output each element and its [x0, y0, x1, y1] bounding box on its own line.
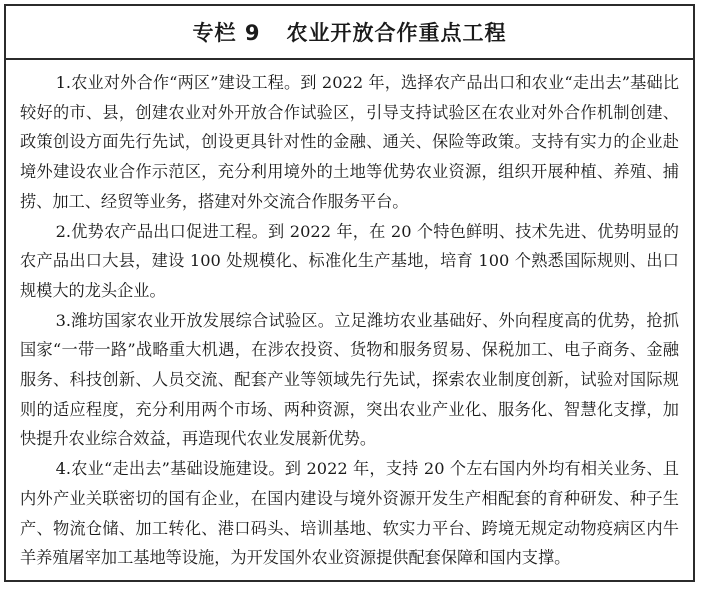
column-body [6, 60, 693, 573]
paragraph-3: 3.潍坊国家农业开放发展综合试验区。立足潍坊农业基础好、外向程度高的优势，抢抓国家“一带一路”战略重大机遇，在涉农投资、货物和服务贸易、保税加工、电子商务、金融服务、科技创新、人员交流、配套产业等领域先行先试，探索农业制度创新，试验对国际规则的适应程度，充分利用两个市场、两种资源，突出农业产业化、服务化、智慧化支撑，加快提升农业综合效益，再造现代农业发展新优势。 [20, 310, 679, 449]
column-title [6, 6, 693, 60]
paragraph-1: 1.农业对外合作“两区”建设工程。到 2022 年，选择农产品出口和农业“走出去”基础比较好的市、县，创建农业对外开放合作试验区，引导支持试验区在农业对外合作机制创建、政策创设方面先行先试，创设更具针对性的金融、通关、保险等政策。支持有实力的企业赴境外建设农业合作示范区，充分利用境外的土地等优势农业资源，组织开展种植、养殖、捕捞、加工、经贸等业务，搭建对外交流合作服务平台。 [20, 73, 679, 211]
paragraph-4: 4.农业“走出去”基础设施建设。到 2022 年，支持 20 个左右国内外均有相关业务、且内外产业关联密切的国有企业，在国内建设与境外资源开发生产相配套的育种研发、种子生产、物流仓储、加工转化、港口码头、培训基地、软实力平台、跨境无规定动物疫病区内牛羊养殖屠宰加工基地等设施，为开发国外农业资源提供配套保障和国内支撑。 [20, 459, 679, 568]
paragraph-2: 2.优势农产品出口促进工程。到 2022 年，在 20 个特色鲜明、技术先进、优势明显的农产品出口大县，建设 100 处规模化、标准化生产基地，培育 100 个熟悉国际规则、出口规模大的龙头企业。 [20, 221, 679, 300]
column-heading: 农业开放合作重点工程 [286, 21, 507, 45]
special-column-box [4, 4, 695, 582]
column-number: 专栏 9 [192, 21, 261, 45]
